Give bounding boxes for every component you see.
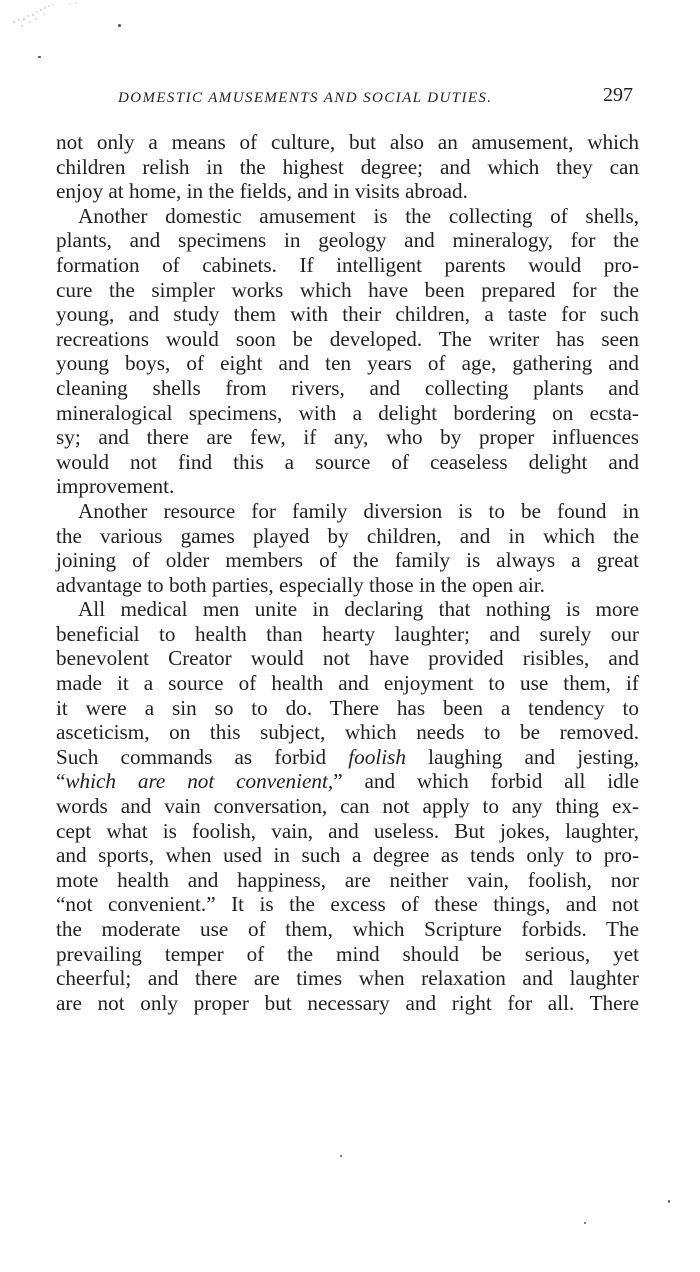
text-line: All medical men unite in declaring that nothing is more xyxy=(78,597,639,622)
ink-speck xyxy=(584,1222,586,1224)
text-segment: Such commands as forbid xyxy=(56,744,349,769)
ink-speck xyxy=(668,1200,670,1203)
corner-smudge xyxy=(0,0,90,40)
text-line: cept what is foolish, vain, and useless. But jokes, laughter, xyxy=(56,818,639,843)
text-line xyxy=(56,769,639,794)
text-line: asceticism, on this subject, which needs to be removed. xyxy=(56,720,639,745)
text-line: improvement. xyxy=(56,474,175,499)
text-line: would not find this a source of ceaseless delight and xyxy=(56,449,639,474)
text-segment: “ xyxy=(56,769,66,794)
text-line: young, and study them with their children, a taste for such xyxy=(56,302,639,327)
text-line: joining of older members of the family is always a great xyxy=(56,548,639,573)
text-segment: laughing and jesting, xyxy=(405,744,640,769)
text-line: beneficial to health than hearty laughter; and surely our xyxy=(56,621,639,646)
italic-phrase: foolish xyxy=(348,744,406,769)
text-line: the moderate use of them, which Scripture forbids. The xyxy=(56,917,639,941)
text-line: cheerful; and there are times when relaxation and laughter xyxy=(56,966,639,991)
text-line: and sports, when used in such a degree as tends only to pro- xyxy=(56,843,639,868)
text-line: young boys, of eight and ten years of age, gathering and xyxy=(56,351,639,376)
text-line: formation of cabinets. If intelligent parents would pro- xyxy=(56,252,639,277)
text-line: sy; and there are few, if any, who by proper influences xyxy=(56,425,639,450)
text-line: advantage to both parties, especially those in the open air. xyxy=(56,572,545,597)
ink-speck xyxy=(118,24,121,27)
text-line: prevailing temper of the mind should be serious, yet xyxy=(56,941,639,966)
text-line: benevolent Creator would not have provided risibles, and xyxy=(56,646,639,671)
body-text xyxy=(56,130,639,1015)
ink-speck xyxy=(340,1155,342,1157)
text-line: not only a means of culture, but also an amusement, which xyxy=(56,130,639,154)
text-line xyxy=(56,745,639,770)
text-line: the various games played by children, and in which the xyxy=(56,523,639,548)
text-line: cure the simpler works which have been prepared for the xyxy=(56,277,639,302)
text-line: “not convenient.” It is the excess of these things, and not xyxy=(56,892,639,917)
ink-speck xyxy=(38,56,41,58)
page-number: 297 xyxy=(603,84,633,106)
text-line: recreations would soon be developed. The writer has seen xyxy=(56,326,639,351)
text-line: children relish in the highest degree; and which they can xyxy=(56,154,639,179)
text-line: enjoy at home, in the fields, and in visits abroad. xyxy=(56,179,468,204)
text-line: are not only proper but necessary and right for all. There xyxy=(56,990,639,1015)
italic-phrase: which are not convenient, xyxy=(65,769,334,794)
text-line: words and vain conversation, can not apply to any thing ex- xyxy=(56,794,639,819)
text-line: it were a sin so to do. There has been a tendency to xyxy=(56,695,639,720)
text-segment: ” and which forbid all idle xyxy=(333,769,639,794)
page-header xyxy=(0,84,700,114)
text-line: cleaning shells from rivers, and collecting plants and xyxy=(56,375,639,400)
text-line: Another domestic amusement is the collecting of shells, xyxy=(78,203,639,228)
running-head: DOMESTIC AMUSEMENTS AND SOCIAL DUTIES. xyxy=(118,90,493,106)
text-line: mineralogical specimens, with a delight bordering on ecsta- xyxy=(56,400,639,425)
text-line: Another resource for family diversion is to be found in xyxy=(78,498,639,523)
text-line: plants, and specimens in geology and mineralogy, for the xyxy=(56,228,639,253)
text-line: mote health and happiness, are neither vain, foolish, nor xyxy=(56,867,639,892)
text-line: made it a source of health and enjoyment to use them, if xyxy=(56,671,639,696)
